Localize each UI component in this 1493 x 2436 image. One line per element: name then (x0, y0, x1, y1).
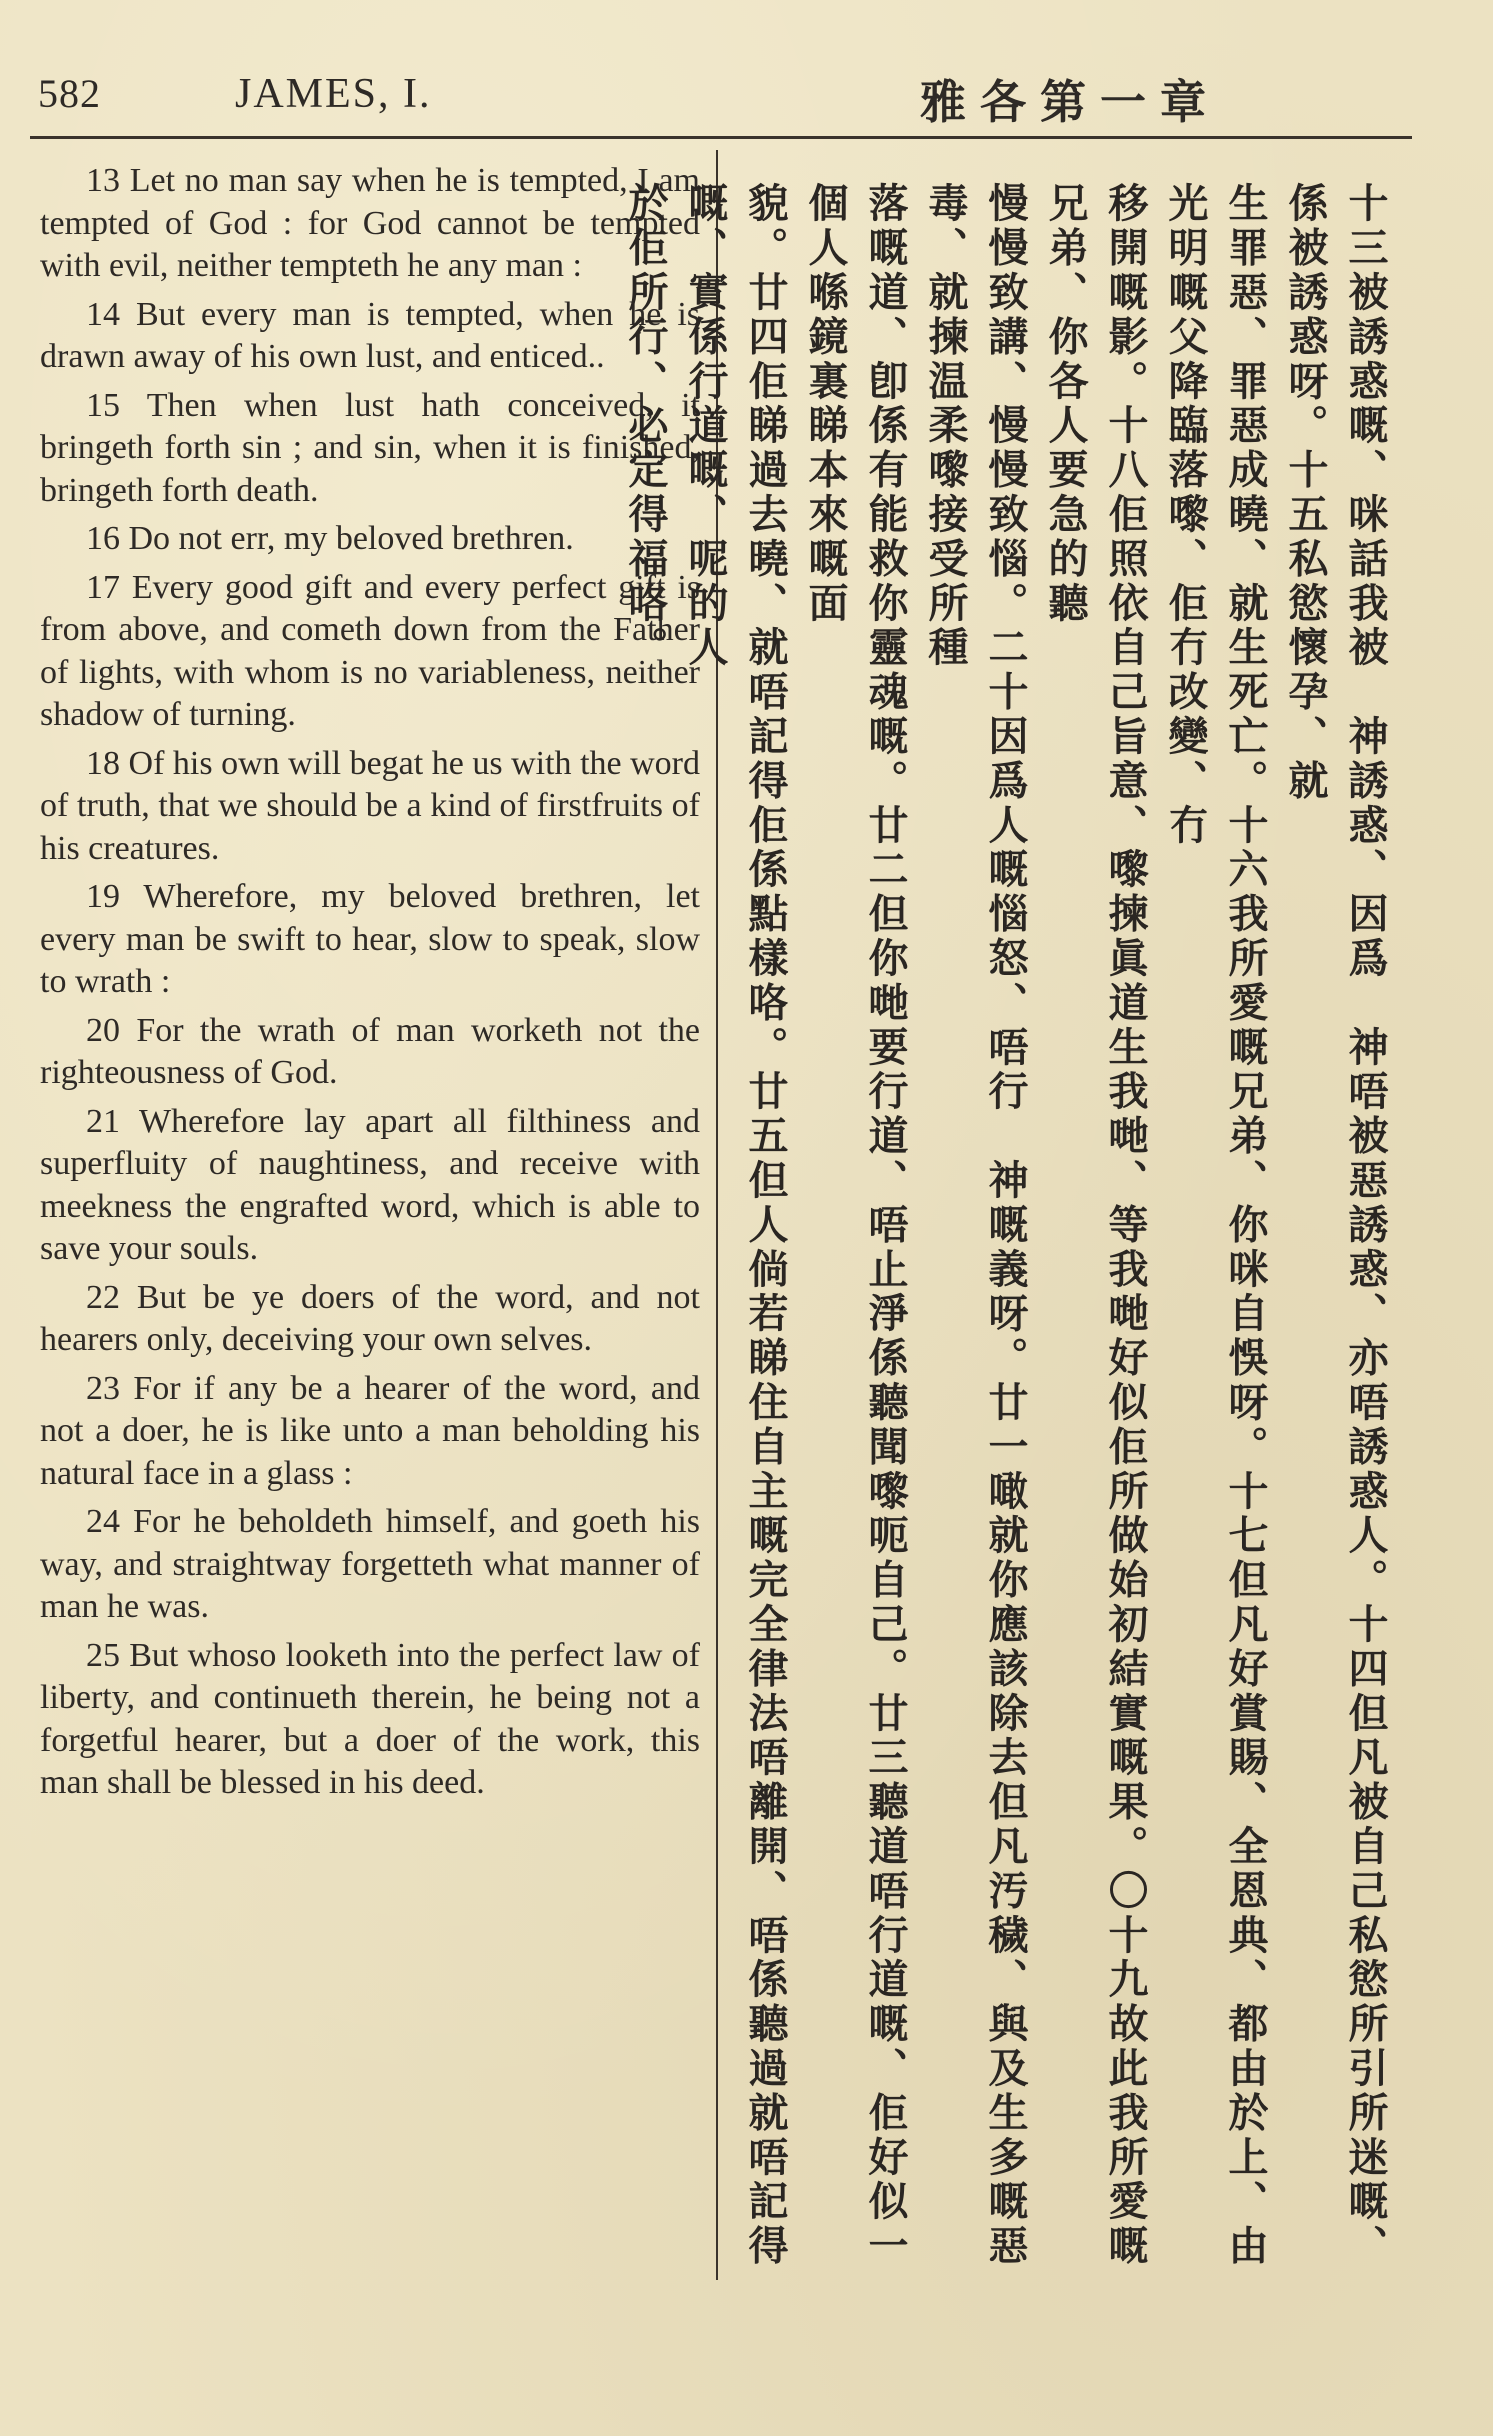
verse-17: 17 Every good gift and every perfect gift is from above, and cometh down from the Father of lights, with whom is no variableness, neither shadow of turning. (40, 568, 700, 733)
running-head-english: JAMES, I. (235, 71, 432, 117)
running-head-chinese: 雅各第一章 (920, 75, 1220, 129)
chinese-line-6: 貌。廿四佢睇過去曉、就唔記得佢係點樣咯。廿五但人倘若睇住自主嘅完全律法唔離開、唔係聽過就唔記得嘅、實係行道嘅、呢的人 (682, 182, 788, 2269)
verse-22: 22 But be ye doers of the word, and not hearers only, deceiving your own selves. (40, 1278, 700, 1358)
page-number: 582 (38, 71, 101, 116)
verse-20: 20 For the wrath of man worketh not the righteousness of God. (40, 1011, 700, 1091)
verse-18: 18 Of his own will begat he us with the word of truth, that we should be a kind of firstfruits of his creatures. (40, 744, 700, 867)
chinese-line-3: 移開嘅影。十八佢照依自己旨意、嚟揀眞道生我哋、等我哋好似佢所做始初結實嘅果。〇十九故此我所愛嘅兄弟、你各人要急的聽 (1042, 182, 1148, 2269)
verse-23: 23 For if any be a hearer of the word, and not a doer, he is like unto a man beholding his natural face in a glass : (40, 1369, 700, 1492)
chinese-line-2: 生罪惡、罪惡成曉、就生死亡。十六我所愛嘅兄弟、你咪自悞呀。十七但凡好賞賜、全恩典、都由於上、由光明嘅父降臨落嚟、佢冇改變、冇 (1162, 182, 1268, 2269)
verse-21: 21 Wherefore lay apart all filthiness and superfluity of naughtiness, and receive with meekness the engrafted word, which is able to save your souls. (40, 1102, 700, 1267)
chinese-line-5: 落嘅道、卽係有能救你靈魂嘅。廿二但你哋要行道、唔止淨係聽聞嚟呃自己。廿三聽道唔行道嘅、佢好似一個人喺鏡裏睇本來嘅面 (802, 182, 908, 2269)
english-text-column (40, 160, 700, 1811)
chinese-text-column (622, 182, 1395, 2282)
verse-13: 13 Let no man say when he is tempted, I am tempted of God : for God cannot be tempted with evil, neither tempteth he any man : (40, 162, 700, 284)
chinese-line-7: 於佢所行、必定得福咯。 (622, 182, 668, 671)
header-rule (30, 136, 1412, 139)
verse-16: 16 Do not err, my beloved brethren. (86, 520, 574, 557)
verse-24: 24 For he beholdeth himself, and goeth his way, and straightway forgetteth what manner of man he was. (40, 1503, 700, 1625)
chinese-line-1: 十三被誘惑嘅、咪話我被 神誘惑、因爲 神唔被惡誘惑、亦唔誘惑人。十四但凡被自己私慾所引所迷嘅、係被誘惑呀。十五私慾懷孕、就 (1282, 182, 1388, 2269)
verse-19: 19 Wherefore, my beloved brethren, let every man be swift to hear, slow to speak, slow to wrath : (40, 878, 700, 1000)
verse-15: 15 Then when lust hath conceived, it bringeth forth sin ; and sin, when it is finished, bringeth forth death. (40, 386, 700, 509)
chinese-line-4: 慢慢致講、慢慢致惱。二十因爲人嘅惱怒、唔行 神嘅義呀。廿一噉就你應該除去但凡汚穢、與及生多嘅惡毒、就揀温柔嚟接受所種 (922, 182, 1028, 2269)
verse-14: 14 But every man is tempted, when he is drawn away of his own lust, and enticed.. (40, 295, 700, 375)
verse-25: 25 But whoso looketh into the perfect law of liberty, and continueth therein, he being not a forgetful hearer, but a doer of the work, this man shall be blessed in his deed. (40, 1636, 700, 1801)
